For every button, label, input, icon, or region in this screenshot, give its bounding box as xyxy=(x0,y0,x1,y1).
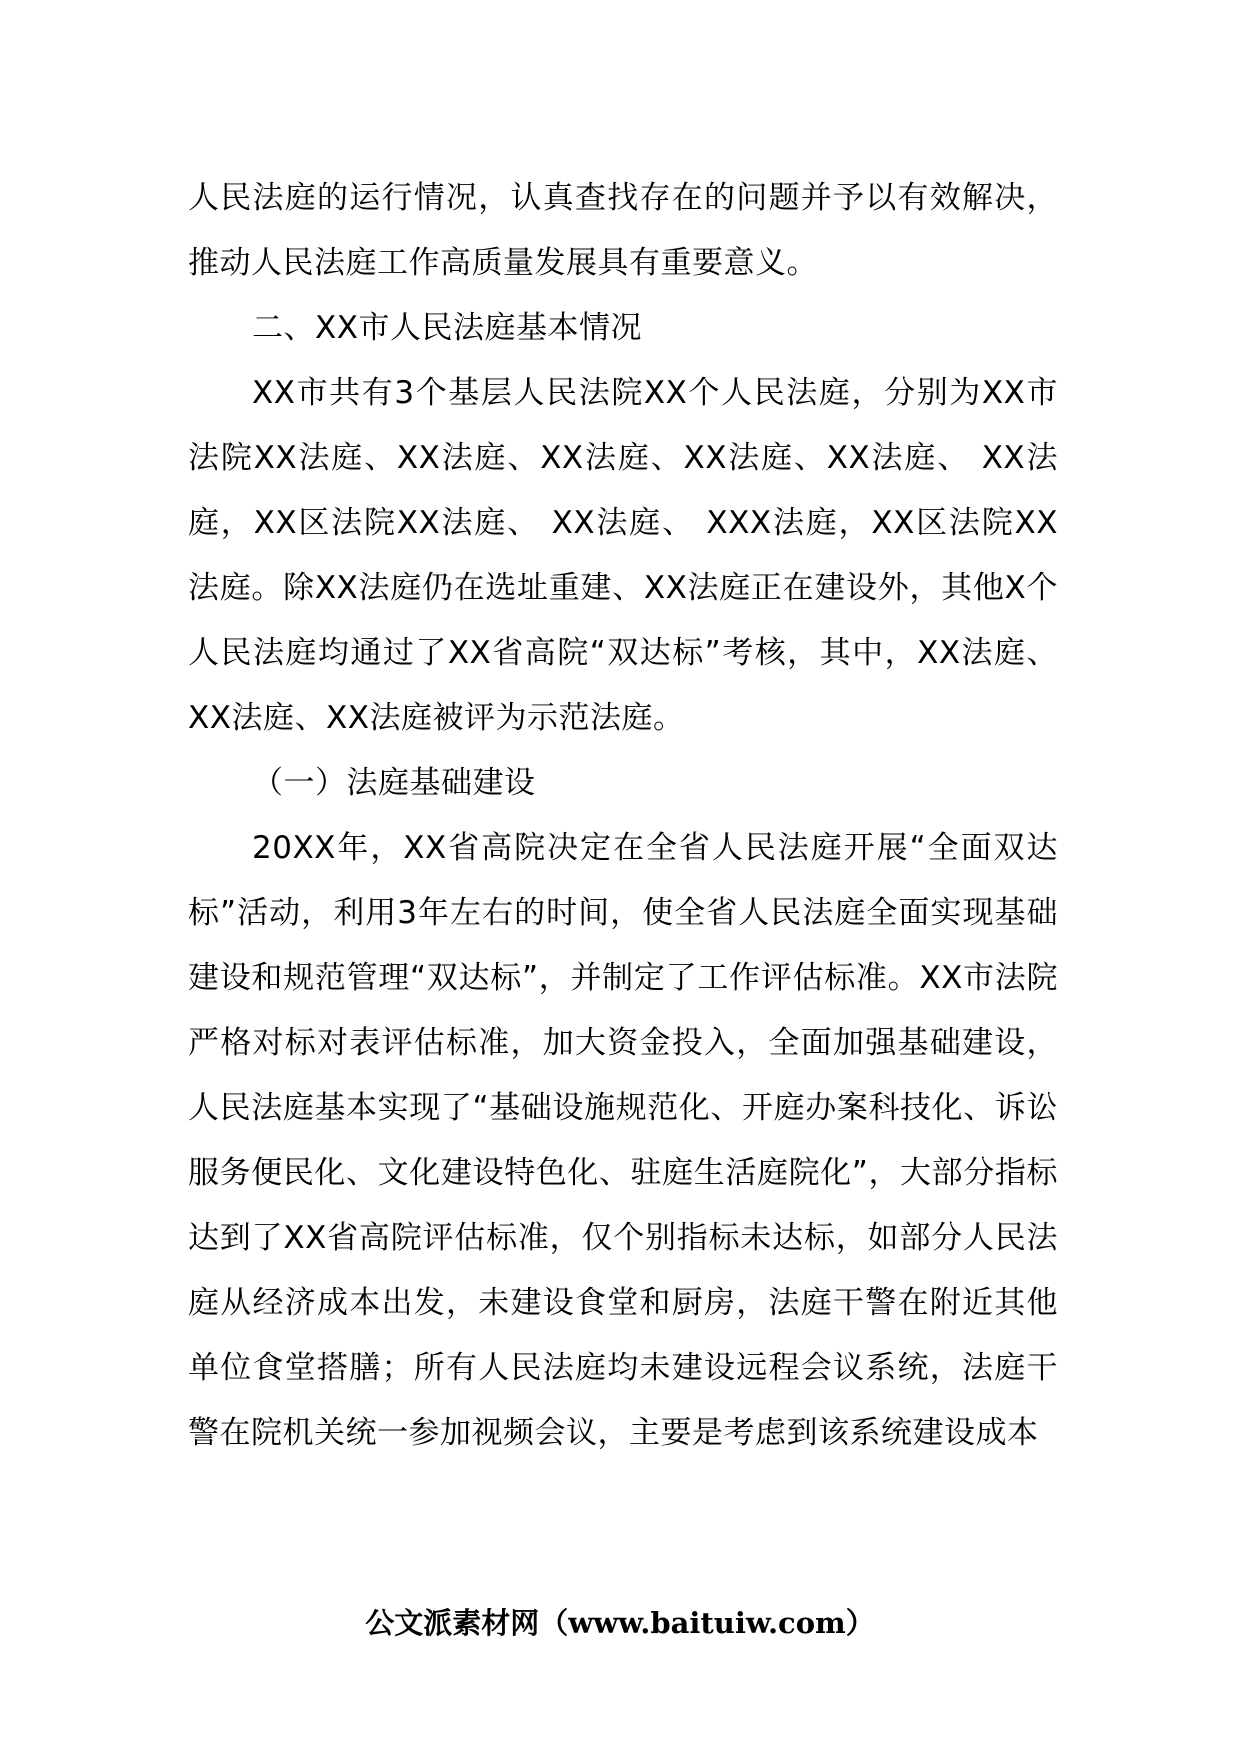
document-body xyxy=(188,166,1058,1466)
footer-watermark: 公文派素材网（www.baituiw.com） xyxy=(365,1606,875,1640)
paragraph-continuation: 人民法庭的运行情况，认真查找存在的问题并予以有效解决，推动人民法庭工作高质量发展具有重要意义。 xyxy=(188,180,1058,281)
subsection-heading-1: （一）法庭基础建设 xyxy=(252,765,536,801)
paragraph-infrastructure: 20XX年，XX省高院决定在全省人民法庭开展“全面双达标”活动，利用3年左右的时间，使全省人民法庭全面实现基础建设和规范管理“双达标”，并制定了工作评估标准。XX市法院严格对标对表评估标准，加大资金投入，全面加强基础建设，人民法庭基本实现了“基础设施规范化、开庭办案科技化、诉讼服务便民化、文化建设特色化、驻庭生活庭院化”，大部分指标达到了XX省高院评估标准，仅个别指标未达标，如部分人民法庭从经济成本出发，未建设食堂和厨房，法庭干警在附近其他单位食堂搭膳；所有人民法庭均未建设远程会议系统，法庭干警在院机关统一参加视频会议，主要是考虑到该系统建设成本 xyxy=(188,830,1058,1451)
paragraph-court-overview: XX市共有3个基层人民法院XX个人民法庭，分别为XX市法院XX法庭、XX法庭、XX法庭、XX法庭、XX法庭、 XX法庭，XX区法院XX法庭、 XX法庭、 XXX法庭，XX区法院XX法庭。除XX法庭仍在选址重建、XX法庭正在建设外，其他X个人民法庭均通过了XX省高院“双达标”考核，其中，XX法庭、XX法庭、XX法庭被评为示范法庭。 xyxy=(188,375,1058,736)
section-heading-2: 二、XX市人民法庭基本情况 xyxy=(252,310,642,346)
